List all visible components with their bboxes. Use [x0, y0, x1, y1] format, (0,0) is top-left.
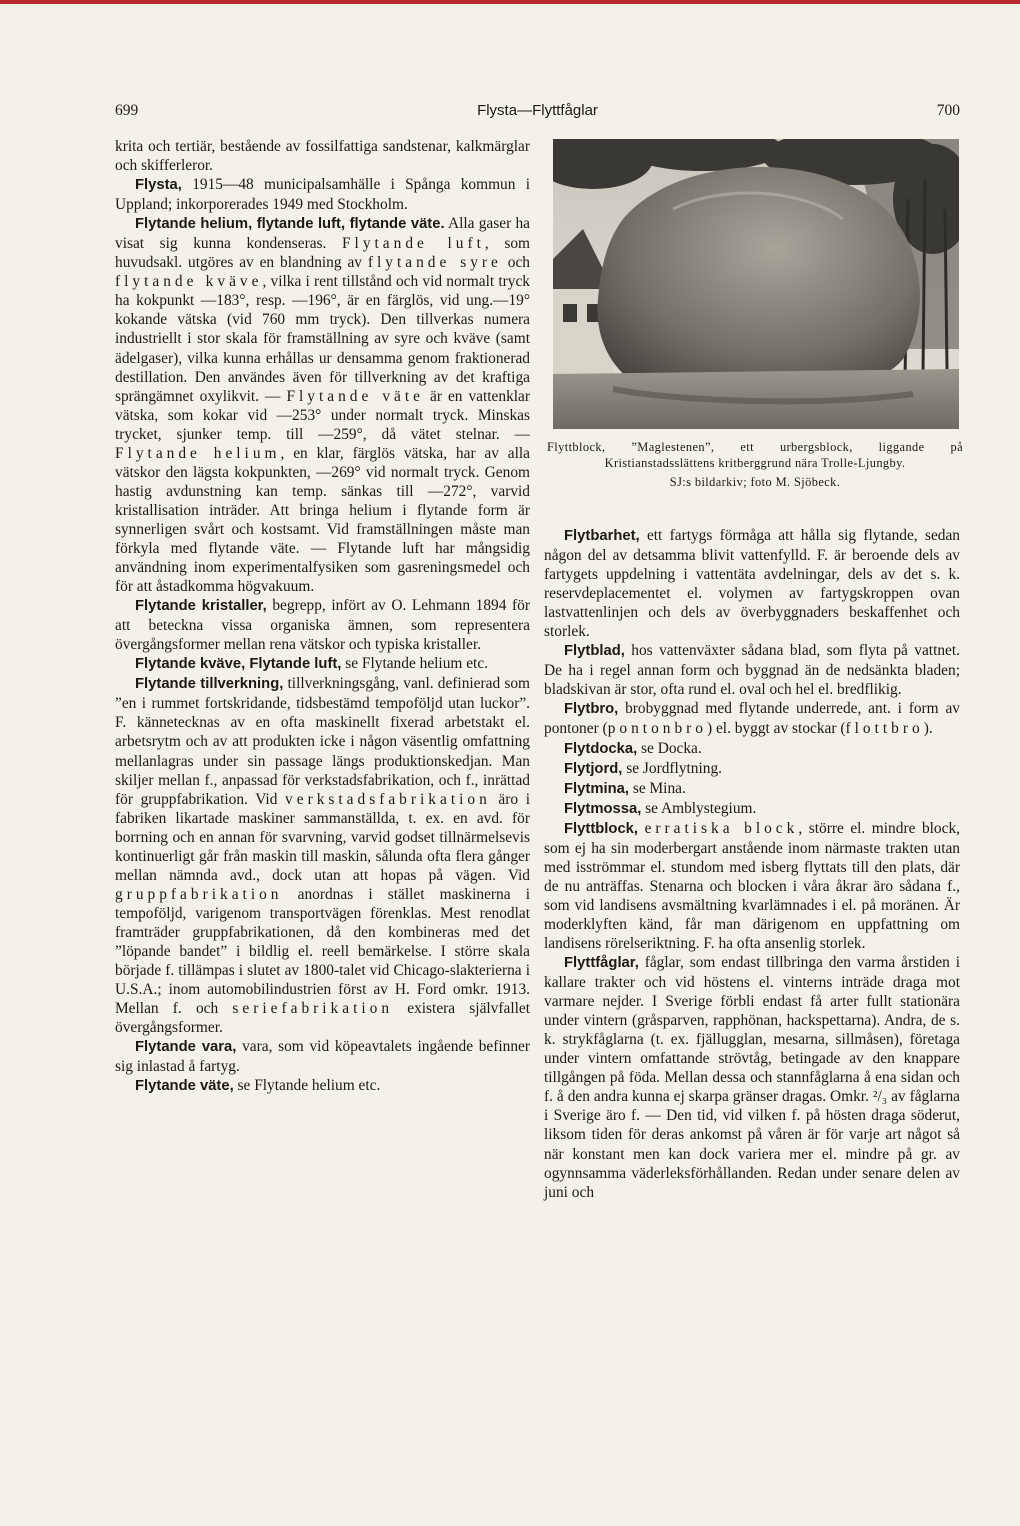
spaced-term: gruppfabrikation	[115, 885, 283, 903]
entry-flytbro	[544, 699, 960, 738]
spaced-term: pontonbro	[607, 720, 707, 738]
entry-text: se Flytande helium etc.	[233, 1077, 381, 1095]
entry-text: begrepp, infört av O. Lehmann 1894 för att beteckna vissa organiska ämnen, som representera övergångsformer mellan rena vätskor och typiska kristaller.	[115, 597, 530, 654]
headword: Flytande kristaller,	[135, 598, 267, 615]
page-number-left: 699	[115, 102, 139, 119]
entry-text: tillverkningsgång, vanl. definierad som ”en i rummet fortskridande, tidsbestämd tempoföljd utan luckor”. F. kännetecknas av en ofta maskinellt fixerad arbetstakt el. arbetsrytm och av att produkten icke i någon väsentlig omfattning mellanlagras under sin passage längs produktionskedjan. Man skiljer mellan f., anpassad för verkstadsfabrikation, och f., inrättad för gruppfabrikation. Vid	[115, 675, 530, 808]
entry-text: se Amblystegium.	[641, 799, 757, 817]
headword: Flytmossa,	[564, 800, 642, 817]
entry-text: existera självfallet övergångsformer.	[115, 1000, 530, 1037]
entry-flytande-helium	[115, 214, 530, 596]
spaced-term: verkstadsfabrikation	[285, 790, 491, 808]
spaced-term: Flytande luft	[341, 235, 485, 253]
entry-text: fåglar, som endast tillbringa den varma årstiden i kallare trakter och vid höstens el. vinterns inträde draga mot varmare nejder. I Sverige förbli endast få arter fullt stationära under vintern (gråsparven, rapphönan, hackspettarna). Andra, de s. k. strykfåglarna (t. ex. fjällugglan, mesarna, sillmåsen), företaga under vintern omfattande strövtåg, betingade av den knappare tillgången på föda. Mellan dessa och stannfåglarna å ena sidan och f. å den andra kunna ej skarpa gränser dragas. Omkr. ²/₃ av fåglarna i Sverige äro f. — Den tid, vid vilken f. på hösten draga söderut, liksom tiden för deras ankomst på våren är för varje art något så när konstant men kan dock variera mer el. mindre på gr. av ogynnsamma väderleksförhållanden. Redan under senare delen av juni och	[544, 954, 960, 1201]
entry-text: brobyggnad med flytande underrede, ant. i form av pontoner (	[544, 700, 960, 738]
entry-text: 1915—48 municipalsamhälle i Spånga kommun i Uppland; inkorporerades 1949 med Stockholm.	[115, 176, 530, 214]
entry-text: ett fartygs förmåga att hålla sig flytande, sedan någon del av detsamma blivit vattenfylld. F. är beroende dels av fartygets uppdelning i vattentäta avdelningar, dels av det s. k. reservdeplacementet el. volymen av fartygskroppen ovan lastvattenlinjen och dels av överbyggnaders beskaffenhet och storlek.	[544, 527, 960, 641]
headword: Flytande kväve, Flytande luft,	[135, 656, 342, 673]
entry-text: , vilka i rent tillstånd och vid normalt tryck ha kokpunkt —183°, resp. —196°, är en färglös, vid ung.—19° kokande vätska (vid 760 mm tryck). Den tillverkas numera industriellt i stor skala för framställning av syre och kväve (samt ädelgaser), vilka kunna erhållas ur densamma genom fraktionerad destillation. Den användes även för tillverkning av det kraftiga sprängämnet oxylikvit. —	[115, 273, 530, 405]
boulder-photo-illustration	[553, 139, 959, 429]
entry-flytmina	[544, 779, 960, 799]
entry-text: anordnas i stället maskinerna i tempoföljd, varigenom transportvägen förenklas. Mest renodlat framträder gruppfabrikationen, då den kombineras med det ”löpande bandet” i bildlig el. reell bemärkelse. I större skala började f. tillämpas i slutet av 1800-talet vid Chicago-slakterierna i U.S.A.; inom automobilindustrien först av H. Ford omkr. 1913. Mellan f. och	[115, 885, 530, 1018]
spaced-term: erratiska block	[644, 819, 799, 837]
entry-text: , som huvudsakl. utgöres av en blandning av	[115, 235, 530, 272]
headword: Flysta,	[135, 177, 182, 194]
caption-text: Flyttblock, ”Maglestenen”, ett urbergsblock, liggande på Kristianstadsslättens kritberggrund nära Trolle-Ljungby.	[547, 440, 963, 470]
spaced-term: flottbro	[845, 720, 924, 738]
entry-text: se Jordflytning.	[622, 759, 722, 777]
entry-flysta	[115, 175, 530, 214]
entry-flytdocka	[544, 739, 960, 759]
entry-text: vara, som vid köpeavtalets ingående befinner sig inlastad å fartyg.	[115, 1038, 530, 1076]
headword: Flytande vara,	[135, 1039, 237, 1056]
headword: Flytjord,	[564, 760, 623, 777]
entry-flytande-vate	[115, 1076, 530, 1096]
entry-flytmossa	[544, 799, 960, 819]
entry-text: hos vattenväxter sådana blad, som flyta på vattnet. De ha i regel annan form och byggnad än de nedsänkta bladen; bladskivan är stor, ofta rund el. oval och hel el. bredflikig.	[544, 642, 960, 699]
entry-text: äro i fabriken likartade maskiner sammanställda, t. ex. en avd. för borrning och en annan för svarvning, varvid godset tillnärmelsevis kontinuerligt går från maskin till maskin, sålunda ofta flera gånger mellan nämnda avd., dock utan att hopas på vägen. Vid	[115, 790, 530, 884]
entry-flytbarhet	[544, 526, 960, 641]
entry-text: krita och tertiär, bestående av fossilfattiga sandstenar, kalkmärglar och skifferleror.	[115, 138, 530, 175]
entry-text: se Docka.	[637, 739, 702, 757]
spaced-term: seriefabrikation	[232, 1000, 394, 1018]
entry-text: Alla gaser ha visat sig kunna kondenseras.	[115, 215, 530, 253]
headword: Flytande väte,	[135, 1078, 234, 1095]
entry-text: , större el. mindre block, som ej ha sin moderbergart anstående inom närmaste trakten utan med isströmmar el. stundom med isberg flyttats till den plats, där de nu anträffas. Stenarna och blocken i våra åkrar äro sådana f., som vid landisens avsmältning kvarlämnades i el. på moränen. Är moderklyften känd, får man därigenom en uppfattning om landisens rörelseriktning. F. ha ofta ansenlig storlek.	[544, 819, 960, 952]
entry-flytande-kvave	[115, 654, 530, 674]
entry-flyttblock	[544, 819, 960, 953]
entry-flytande-vara	[115, 1037, 530, 1076]
left-column	[115, 137, 530, 1096]
spaced-term: Flytande väte	[286, 387, 424, 405]
entry-text: ).	[923, 720, 933, 738]
right-column	[544, 526, 960, 1202]
headword: Flytmina,	[564, 780, 629, 797]
spaced-term: flytande syre	[367, 254, 502, 272]
headword: Flyttfåglar,	[564, 955, 639, 972]
entry-text: och	[501, 254, 530, 272]
photo-maglestenen	[553, 139, 959, 429]
entry-text: ) el. byggt av stockar (	[707, 720, 846, 738]
running-title: Flysta—Flyttfåglar	[477, 102, 598, 119]
entry-flytande-tillverkning	[115, 674, 530, 1037]
entry-flyttfaglar	[544, 953, 960, 1202]
headword: Flytdocka,	[564, 740, 638, 757]
headword: Flytblad,	[564, 643, 625, 660]
headword: Flytande helium, flytande luft, flytande väte.	[135, 216, 445, 233]
top-red-rule	[0, 0, 1020, 4]
page-number-right: 700	[936, 102, 960, 119]
entry-krita	[115, 137, 530, 175]
caption-credit: SJ:s bildarkiv; foto M. Sjöbeck.	[669, 475, 841, 490]
spaced-term: Flytande helium	[115, 444, 281, 462]
headword: Flytbro,	[564, 701, 619, 718]
headword: Flytande tillverkning,	[135, 676, 284, 693]
headword: Flyttblock,	[564, 820, 639, 837]
spaced-term: flytande kväve	[115, 273, 263, 291]
entry-flytjord	[544, 759, 960, 779]
entry-text: , en klar, färglös vätska, har av alla vätskor den lägsta kokpunkten, —269° vid normalt tryck. Genom hastig avdunstning kan temp. sänkas till —272°, varvid kristallisation inträder. Att bringa helium i flytande form är synnerligen svårt och kostsamt. Vid framställningen måste man förkyla med flytande väte. — Flytande luft har mångsidig användning inom experimentalfysiken som gasreningsmedel och för att åstadkomma högvakuum.	[115, 444, 530, 596]
headword: Flytbarhet,	[564, 528, 640, 544]
entry-text: se Flytande helium etc.	[341, 655, 489, 673]
photo-caption	[547, 440, 963, 491]
running-header	[115, 102, 960, 126]
entry-text: se Mina.	[628, 779, 686, 797]
entry-flytande-kristaller	[115, 596, 530, 654]
entry-text: är en vattenklar vätska, som kokar vid —253° under normalt tryck. Minskas trycket, sjunker temp. till —259°, då vätet stelnar. —	[115, 387, 531, 443]
entry-flytblad	[544, 641, 960, 699]
